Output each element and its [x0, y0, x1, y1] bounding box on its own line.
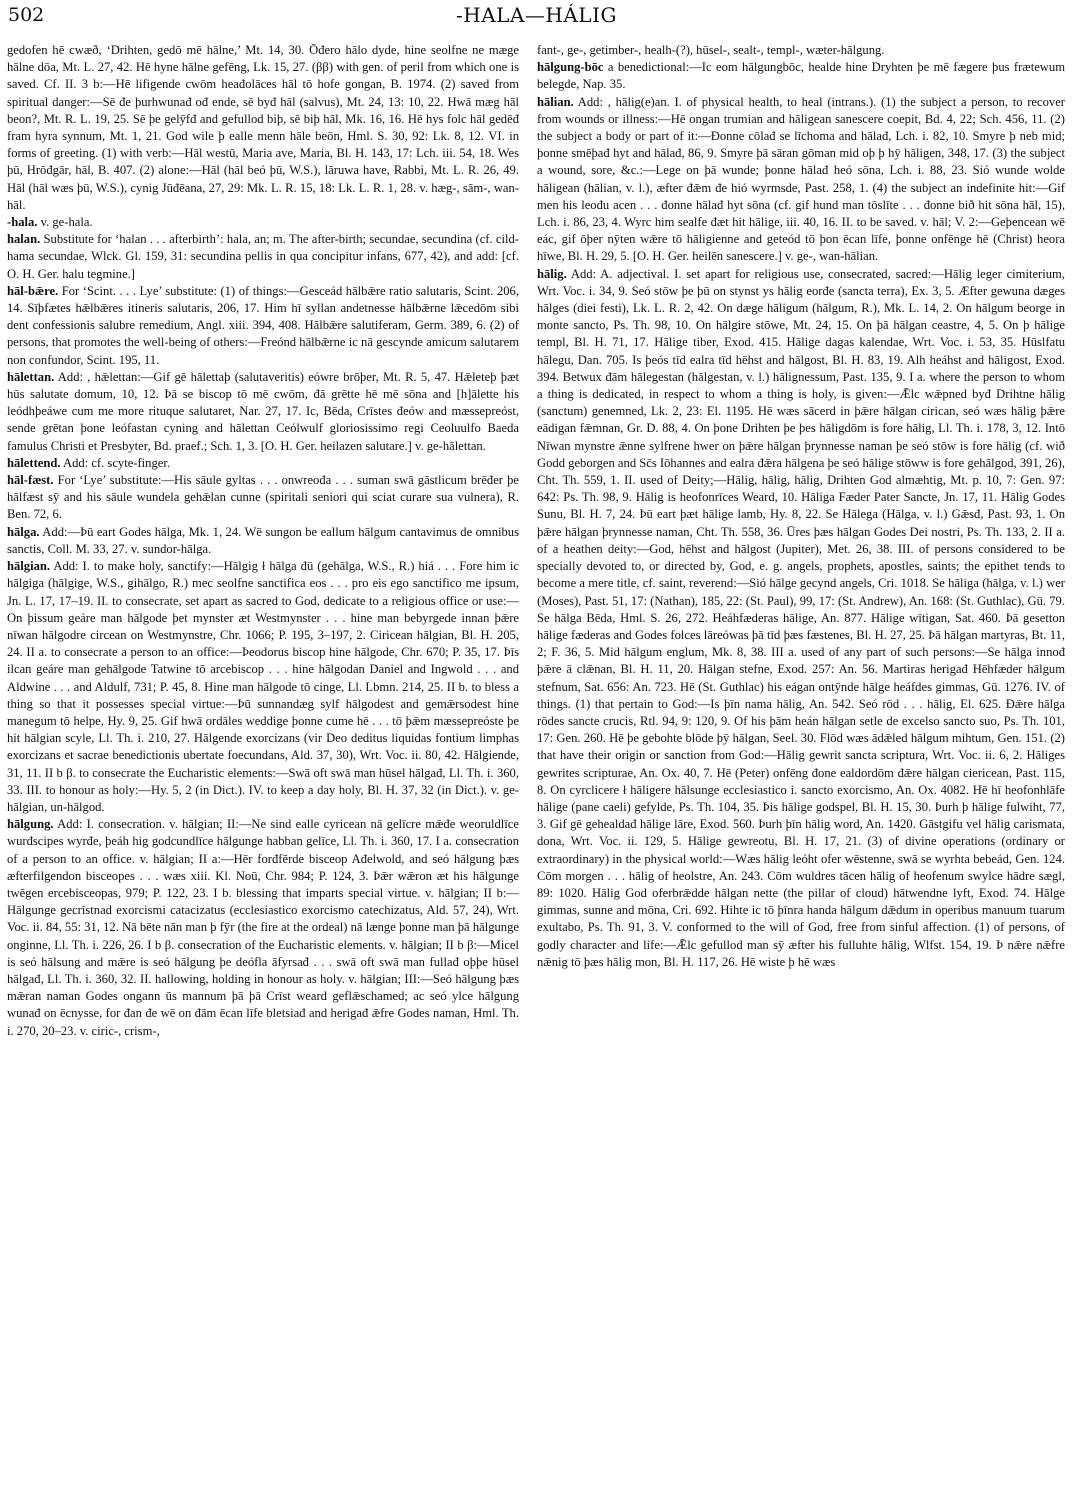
dictionary-entry: [7, 42, 519, 214]
entry-text: a benedictional:—Ic eom hālgungbōc, healde hine Dryhten þe mē fægere þus frætewum belegde, Nap. 35.: [537, 60, 1065, 92]
entry-text: Add: , hǣlettan:—Gif gē hālettaþ (salutaveritis) eówre brōþer, Mt. R. 5, 47. Hǣleteþ þæt hūs salutate domum, 10, 12. Þā se biscop tō mē cwōm, đā grētte hē mē sōna and [h]ālette his leódhþeáwe cum me more rituque salutaret, Nar. 27, 17. Ic, Bēda, Crīstes đeów and mæssepreóst, sende grētan þone leófastan cyning and hālettan Ceólwulf gloriosissimo regi Ceoluulfo Baeda famulus Christi et Presbyter, Bd. praef.; Sch. 1, 3. [O. H. Ger. heilazen salutare.] v. ge-hālettan.: [7, 369, 519, 453]
entry-headword: hālig.: [537, 266, 567, 281]
dictionary-entry: [7, 231, 519, 283]
right-column: [537, 42, 1065, 1494]
entry-headword: hālga.: [7, 524, 40, 539]
entry-headword: hālgung.: [7, 817, 54, 832]
entry-headword: hālgian.: [7, 559, 51, 574]
page-header: [8, 0, 1065, 34]
dictionary-entry: [7, 214, 519, 231]
entry-headword: -hala.: [7, 215, 38, 230]
entry-text: Add: I. to make holy, sanctify:—Hālgig ł hālga đū (gehālga, W.S., R.) hiá . . . Fore him ic hālgiga (hālgige, W.S., gihālgo, R.) mec seolfne sanctifica eos . . . pro eis ego sanctifico me ipsum, Jn. L. 17, 17–19. II. to consecrate, set apart as sacred to God, dedicate to a religious office or use:—On þissum geáre man hālgode þet mynster æt Westmynster . . . hine man bebyrgede innan þǣre nīwan hālgodre circean on Westmynstre, Chr. 1066; P. 195, 3–197, 2. Ciricean hālgian, Bl. H. 205, 24. II a. to consecrate a person to an office:—Þeodorus biscop hine hālgode, Chr. 670; P. 35, 17. Þīs ilcan geáre man gehālgode Tatwine tō arcebiscop . . . hine hālgodan Daniel and Ingwold . . . and Aldwine . . . and Aldulf, 731; P. 45, 8. Hine man hālgode tō cinge, Ll. Lbmn. 214, 25. II b. to bless a thing so that it possesses special virtue:—Þū sunnandæg sylf hālgodest and gemǣrsodest hine manegum tō helpe, Hy. 9, 25. Gif hwā ordāles weddige þonne cume hē . . . tō þǣm mæssepreóste þe hit hālgian scyle, Ll. Th. i. 210, 27. Hālgende exorcizans (vir Deo deditus liquidas fontium limphas exorcizans et sacrae benedictionis ubertate foecundans, Ald. 37, 30), Wrt. Voc. ii. 80, 42. Hālgiende, 31, 11. II b β. to consecrate the Eucharistic elements:—Swā oft swā man hūsel hālgađ, Ll. Th. i. 360, 33. III. to honour as holy:—Hy. 5, 2 (in Dict.). IV. to keep a day holy, Bl. H. 37, 32 (in Dict.). v. ge-hālgian, un-hālgod.: [7, 559, 519, 814]
entry-text: Add:—Þū eart Godes hālga, Mk. 1, 24. Wē sungon be eallum hālgum cantavimus de omnibus sanctis, Coll. M. 33, 27. v. sundor-hālga.: [7, 524, 519, 556]
entry-headword: halan.: [7, 232, 41, 247]
running-head: -HALA—HÁLIG: [456, 3, 617, 27]
dictionary-entry: [7, 455, 519, 472]
entry-text: v. ge-hala.: [40, 215, 93, 230]
dictionary-entry: [537, 42, 1065, 59]
entry-headword: hāl-fæst.: [7, 473, 54, 488]
entry-headword: hālgung-bōc: [537, 60, 604, 75]
entry-headword: hālettan.: [7, 369, 55, 384]
entry-text: fant-, ge-, getimber-, healh-(?), hūsel-, sealt-, templ-, wæter-hālgung.: [537, 43, 885, 57]
dictionary-entry: [7, 524, 519, 558]
entry-text: Add: A. adjectival. I. set apart for religious use, consecrated, sacred:—Hālig leger cimiterium, Wrt. Voc. i. 34, 9. Seó stōw þe þū on stynst ys hālig eorđe (sancta terra), Ex. 3, 5. Æfter gewuna dæges hālges (diei festi), Lk. L. R. 2, 42. On dæge hāligum (hālgum, R.), Mk. L. 14, 2. On hālgum beorge in monte sancto, Ps. Th. 98, 10. On hālgire stōwe, Mt. 24, 15. On þā hālgan ceastre, 4, 5. On þ hālige templ, Bl. H. 71, 17. Hālige tiber, Exod. 415. Hālige dagas kalendae, Wrt. Voc. i. 53, 35. Hūslfatu hālegu, Dan. 705. Is þeós tīd ealra tīd hēhst and hālgost, Bl. H. 83, 19. Alh heáhst and hāligost, Exod. 394. Betwux đām hālegestan (hālgestan, v. l.) hālignessum, Past. 135, 9. I a. where the person to whom a thing is dedicated, in respect to whom a thing is holy, is given:—Ǣlc wǣpned byđ Drihtne hālig (sanctum) genemned, Lk. 2, 23: El. 1195. Hē wæs sācerd in þǣre hālgan cirican, seó wæs hālig þǣre eādigan fǣmnan, Gr. D. 88, 4. On þone Drihten þe þes hāligdōm is fore hālig, Ll. Th. i. 178, 3, 12. Intō Nīwan mynstre ǣnne sylfrene hwer on þǣre hālgan þrynnesse naman þe seó stōw is fore hālig (cf. wið Godd geborgen and Sc̄s Iōhannes and ealra đǣra hālgena þe seó hālige stōww is fore gehālgod, 391, 26), Cht. Th. 559, 1. II. used of Deity;—Hālig, hālig, hālig, Drihten God almæhtig, Mt. p. 10, 7: Gen. 97: 642: Ps. Th. 98, 9. Hālig is heofonrīces Weard, 10. Hāliga Fæder Pater Sancte, Jn. 17, 11. Hālig Godes Sunu, Bl. H. 7, 24. Þū eart þæt hālige lamb, Hy. 8, 22. Se Hālega (Hālga, v. l.) Gǣsđ, Past. 93, 1. On þǣre hālgan þrynnesse naman, Cht. Th. 558, 36. Ūres þæs hālgan Godes Dei nostri, Ps. Th. 133, 2. II a. of a heathen deity:—God, hēhst and hālgost (Jupiter), Met. 26, 38. III. of persons considered to be specially devoted to, or directed by, God, e. g. angels, prophets, apostles, saints; the epithet tends to become a mere title, cf. saint, reverend:—Sió hālge gecynd angels, Cri. 1018. Se hāliga (hālga, v. l.) wer (Moses), Past. 51, 17: (Nathan), 185, 22: (St. Paul), 99, 17: (St. Andrew), An. 168: (St. Guthlac), Gū. 79. Se hālga Bēda, Hml. S. 26, 272. Heáhfæderas hālige, An. 877. Hālige wītigan, Sat. 460. Þā gesetton hālige fæderas and Godes folces lāreówas þā tīd þæs fæstenes, Bl. H. 27, 25. Þā hālgan martyras, Bt. 11, 2; F. 36, 5. Mid hālgum englum, Mk. 8, 38. III a. used of any part of such persons:—Se hālga innođ þǣre ā clǣnan, Bl. H. 11, 20. Hālgan stefne, Exod. 257: An. 56. Martiras herigađ Hēhfæder hālgum stefnum, Sat. 656: An. 723. Hē (St. Guthlac) his eágan ontȳnde hālge heáfdes gimmas, Gū. 1276. IV. of things. (1) that pertain to God:—Is þīn nama hālig, An. 542. Seó rōd . . . hālig, El. 625. Đǣre hālga rōdes sancte crucis, Rtl. 94, 9: 120, 9. Of his þām heán hālgan setle de excelso sancto suo, Ps. Th. 101, 17: Gen. 260. Hē þe gebohte blōde þȳ hālgan, Seel. 30. Flōd wæs ādǣled hālgum mihtum, Gen. 151. (2) that have their origin or sanction from God:—Hālig gewrit sancta scriptura, Wrt. Voc. ii. 6, 2. Hāliges gewrites scripturae, An. Ox. 40, 7. Hē (Peter) onfēng đone ealdordōm đǣre hālgan ciericean, Past. 115, 8. On cyrclicere ł hāligere hālsunge ecclesiastico i. sancto exorcismo, An. Ox. 4082. Hē hī heofonhlāfe hālige (pane caeli) gefylde, Ps. Th. 104, 35. Þis hālige godspel, Bl. H. 15, 30. Þurh þ hālige fulwiht, 77, 3. Gif gē gehealdađ hālige lāre, Exod. 560. Þurh þīn hālig word, An. 1420. Gāstgifu vel hālig carismata, dona, Wrt. Voc. ii. 129, 5. Hālige gewreotu, Bl. H. 17, 21. (3) of divine operations (ordinary or extraordinary) in the physical world:—Wæs hālig leóht ofer wēstenne, swā se wyrhta bebeád, Gen. 124. Cōm morgen . . . hālig of heolstre, An. 243. Cōm wuldres tācen hālig of heofenum swylce hādre sægl, 89: 1020. Hālig God oferbrǣdde hālgan nette (the pillar of cloud) hātwendne lyft, Exod. 74. Hālge gimmas, sunne and mōna, Cri. 692. Hihte ic tō þīnra handa hālgum dǣdum in operibus manuum tuarum exultabo, Ps. Th. 91, 3. V. conformed to the will of God, free from sinful affection. (1) of persons, of godly character and life:—Ǣlc gefullod man sȳ æfter his fulluhte hālig, Wlfst. 154, 19. Þ nǣre nǣfre nǣnig tō þæs hālig mon, Bl. H. 117, 26. Hē wiste þ hē wæs: [537, 266, 1065, 969]
page-number: 502: [8, 4, 45, 26]
left-column: [7, 42, 519, 1494]
entry-text: For ‘Scint. . . . Lye’ substitute: (1) of things:—Gesceád hālbǣre ratio salutaris, Scint. 206, 14. Sīþfætes hǣlbǣres itineris salutaris, 206, 17. Him hī syllan andetnesse hālbǣrne lǣcedōm sibi dent confessionis salubre remedium, Angl. xiii. 394, 408. Hālbǣre salutiferam, Germ. 389, 6. (2) of persons, that promotes the well-being of others:—Freónd hālbǣrne ic nā gescynde amicum salutarem non confundor, Scint. 195, 11.: [7, 283, 519, 367]
entry-headword: hālettend.: [7, 455, 61, 470]
entry-text: gedofen hē cwæð, ‘Drihten, gedō mē hālne,’ Mt. 14, 30. Ōđero hālo dyde, hine seolfne ne mæge hālne dōa, Mt. L. 27, 42. Hē hyne hālne gefēng, Lk. 15, 27. (ββ) with gen. of peril from which one is saved. Cf. II. 3 b:—Hē lifigende cwōm heađolāces hāl tō hofe gongan, B. 1974. (2) saved from spiritual danger:—Sē đe þurhwunađ ođ ende, sē byđ hāl (salvus), Mt. 24, 13: 10, 22. Hwā mæg hāl beon?, Mt. R. L. 19, 25. Sē þe gelȳfđ and gefullod biþ, sē biþ hāl, Mk. 16, 16. Hē hys folc hāl gedēđ fram hyra synnum, Mt. 1, 21. God wile þ ealle menn hāle beōn, Hml. S. 30, 92: Lk. 8, 12. VI. in forms of greeting. (1) with verb:—Hāl westū, Maria ave, Maria, Bl. H. 143, 17: Lch. iii. 54, 18. Wes þū, Hrōđgār, hāl, B. 407. (2) alone:—Hāl (hāl beó þū, W.S.), lāruwa have, Rabbi, Mt. L. R. 26, 49. Hāl (hāl wæs þū, W.S.), cynig Jūđēana, 27, 29: Mk. L. R. 15, 18: Lk. L. R. 1, 28. v. hæg-, sām-, wan-hāl.: [7, 43, 519, 212]
dictionary-entry: [7, 558, 519, 816]
entry-text: Add: I. consecration. v. hālgian; II:—Ne sind ealle cyricean nā gelīcre mǣđe weoruldlīce wurđscipes wyrđe, þeáh hig godcundlīce hālgunge habban gelīce, Ll. Th. i. 360, 17. I a. consecration of a person to an office. v. hālgian; II a:—Hēr forđfērde bisceop Ađelwold, and seó hālgung þæs æfterfilgendon bisceopes . . . wæs xiii. Kl. Noū, Chr. 984; P. 124, 3. Þǣr wǣron æt his hālgunge twēgen ercebisceopas, 979; P. 122, 23. I b. blessing that imparts special virtue. v. hālgian; II b:—Hālgunge gecrīstnad exorcismi catacizatus (ecclesiastico exorcismo catechizatus, Ald. 57, 24), Wrt. Voc. ii. 84, 55: 31, 12. Nā bēte nān man þ fȳr (the fire at the ordeal) nā længe þonne man þā hālgunge onginne, Ll. Th. i. 226, 26. I b β. consecration of the Eucharistic elements. v. hālgian; II b β:—Micel is seó hālsung and mǣre is seó hālgung þe deófla āfyrsađ . . . swā oft swā man fullađ oþþe hūsel hālgađ, Ll. Th. i. 360, 32. II. hallowing, holding in honour as holy. v. hālgian; III:—Seó hālgung þæs mǣran naman Godes ongann ūs mannum þā þā Crīst weard geflǣschamed; ac seó ylce hālgung wunađ on ēcnysse, for đan đe wē on đām ēcan līfe bletsiađ and herigađ ǣfre Godes naman, Hml. Th. i. 270, 20–23. v. ciric-, crism-,: [7, 817, 519, 1038]
entry-headword: hāl-bǣre.: [7, 283, 59, 298]
entry-headword: hālian.: [537, 94, 574, 109]
dictionary-entry: [537, 94, 1065, 266]
dictionary-entry: [7, 472, 519, 524]
dictionary-entry: [537, 59, 1065, 93]
dictionary-entry: [7, 369, 519, 455]
entry-text: Add: cf. scyte-finger.: [63, 455, 171, 470]
dictionary-entry: [7, 283, 519, 369]
entry-text: Substitute for ‘halan . . . afterbirth’: hala, an; m. The after-birth; secundae, secundina (cf. cild-hama secundae, Wlck. Gl. 159, 31: secundina pellis in qua concipitur infans, 677, 42), and add: [cf. O. H. Ger. halu tegmine.]: [7, 232, 519, 281]
dictionary-entry: [7, 816, 519, 1040]
entry-text: Add: , hālig(e)an. I. of physical health, to heal (intrans.). (1) the subject a person, to recover from wounds or illness:—Hē ongan trumian and hāligean sanescere coepit, Bd. 4, 22; Sch. 456, 11. (2) the subject a body or part of it:—Đonne cōlađ se līchoma and hālađ, Lch. i. 82, 10. Smyre þ neb mid; þonne smēþađ hyt and hālađ, 86, 9. Smyre þā sāran gōman mid oþ þ hȳ hāligen, 348, 17. (3) the subject a wound, sore, &c.:—Lege on þā wunde; þonne hālađ heó sōna, Lch. i. 88, 23. Sió wunde wolde hāligean (hālian, v. l.), æfter đǣm đe hió wyrmsde, Past. 258, 1. (4) the subject an indefinite hit:—Gif men his leođu acen . . . đonne hālađ hyt sōna (cf. gif hund man tōslīte . . . đonne bið hit sōna hāl, 15), Lch. i. 86, 23, 4. Wyrc him sealfe đæt hit hālige, iii. 40, 16. II. to be saved. v. hāl; V. 2:—Geþencean wē eác, gif ōþer nȳten wǣre tō hāligienne and geteód tō þon ēcan līfe, þonne onfēnge hē (Christ) heora hīwe, Bl. H. 29, 5. [O. H. Ger. heilēn sanescere.] v. ge-, wan-hālian.: [537, 94, 1065, 264]
dictionary-entry: [537, 266, 1065, 971]
entry-text: For ‘Lye’ substitute:—His sāule gyltas . . . onwreođa . . . suman swā gāstlicum brēđer þe hālfæst sȳ and his sāule wundela gehǣlan cunne (spiritali seniori qui sciat curare sua vulnera), R. Ben. 72, 6.: [7, 473, 519, 522]
